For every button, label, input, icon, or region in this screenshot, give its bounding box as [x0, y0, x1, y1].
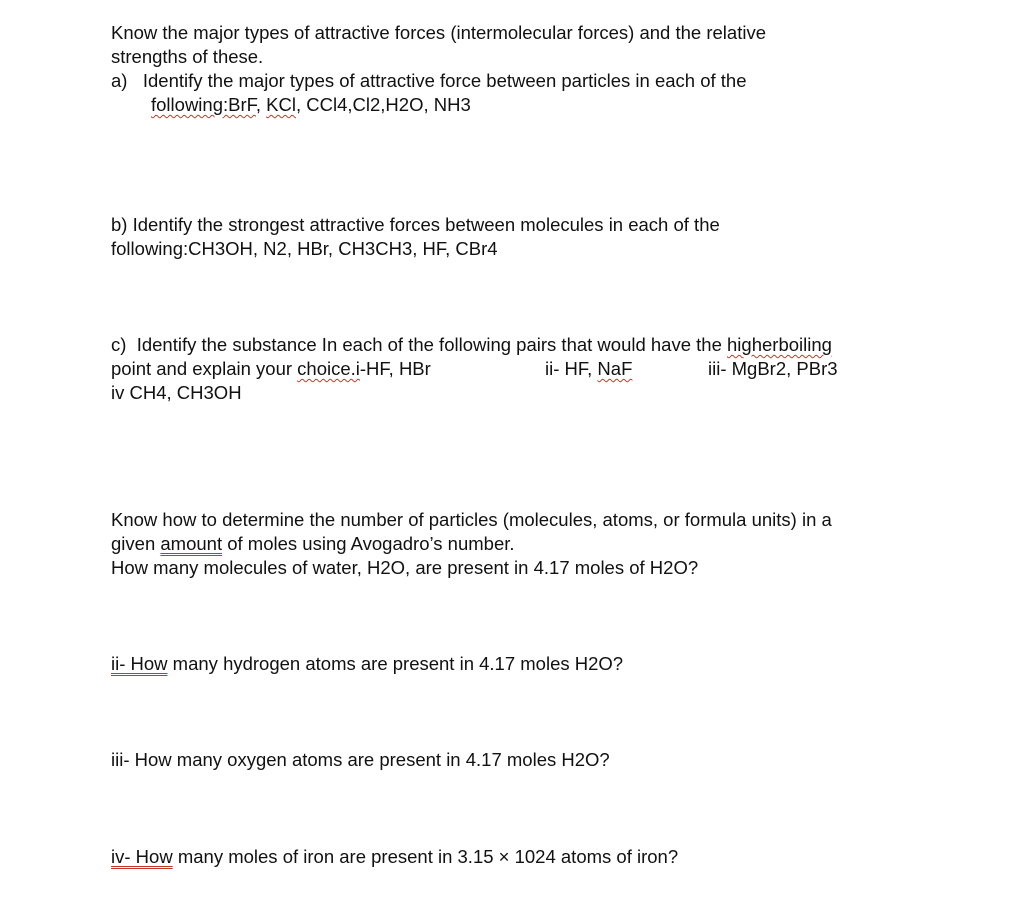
pair-iii: iii- MgBr2, PBr3	[708, 358, 838, 379]
question-a-line-1: a) Identify the major types of attractive force between particles in each of the	[111, 70, 747, 91]
question-ii-how: How	[125, 653, 168, 674]
avogadro-question: How many molecules of water, H2O, are present in 4.17 moles of H2O?	[111, 557, 699, 578]
spell-flag-kcl: KCl	[266, 94, 296, 115]
grammar-flag-iv	[111, 846, 173, 867]
pair-ii-text: ii- HF,	[545, 358, 598, 379]
question-c-line-2	[111, 357, 1011, 381]
spell-flag-higherboiling: higherboiling	[727, 334, 832, 355]
question-c-line-1	[111, 333, 832, 357]
grammar-flag-amount: amount	[160, 533, 223, 554]
question-a-line-2	[151, 93, 471, 117]
question-iii: iii- How many oxygen atoms are present in 4.17 moles H2O?	[111, 749, 610, 770]
compound-list: , CCl4,Cl2,H2O, NH3	[295, 94, 471, 115]
question-iv-prefix: iv-	[111, 846, 131, 867]
comma-text: ,	[255, 94, 267, 115]
question-ii-prefix: ii-	[111, 653, 126, 674]
question-c-explain: point and explain your	[111, 358, 298, 379]
question-b-line-1: b) Identify the strongest attractive forces between molecules in each of the	[111, 214, 720, 235]
avogadro-line-2	[111, 532, 515, 556]
question-ii	[111, 652, 623, 676]
question-ii-text: many hydrogen atoms are present in 4.17 moles H2O?	[167, 653, 624, 674]
given-text: given	[111, 533, 161, 554]
question-c-text: c) Identify the substance In each of the following pairs that would have the	[111, 334, 728, 355]
intro-line-2: strengths of these.	[111, 46, 264, 67]
question-iv-text: many moles of iron are present in 3.15 × 1024 atoms of iron?	[172, 846, 679, 867]
spell-flag-followingbrf: following:BrF	[151, 94, 256, 115]
question-iv	[111, 845, 678, 869]
question-b-line-2: following:CH3OH, N2, HBr, CH3CH3, HF, CBr4	[111, 238, 498, 259]
intro-line-1: Know the major types of attractive forces (intermolecular forces) and the relative	[111, 22, 766, 43]
moles-text: of moles using Avogadro’s number.	[222, 533, 515, 554]
pair-i: -HF, HBr	[359, 358, 431, 379]
pair-ii	[545, 357, 632, 381]
spell-flag-naf: NaF	[597, 358, 633, 379]
grammar-flag-ii	[111, 653, 168, 674]
spell-flag-choice: choice.i	[297, 358, 360, 379]
question-iv-how: How	[130, 846, 173, 867]
question-c-line-3: iv CH4, CH3OH	[111, 382, 242, 403]
avogadro-line-1: Know how to determine the number of particles (molecules, atoms, or formula units) in a	[111, 509, 832, 530]
